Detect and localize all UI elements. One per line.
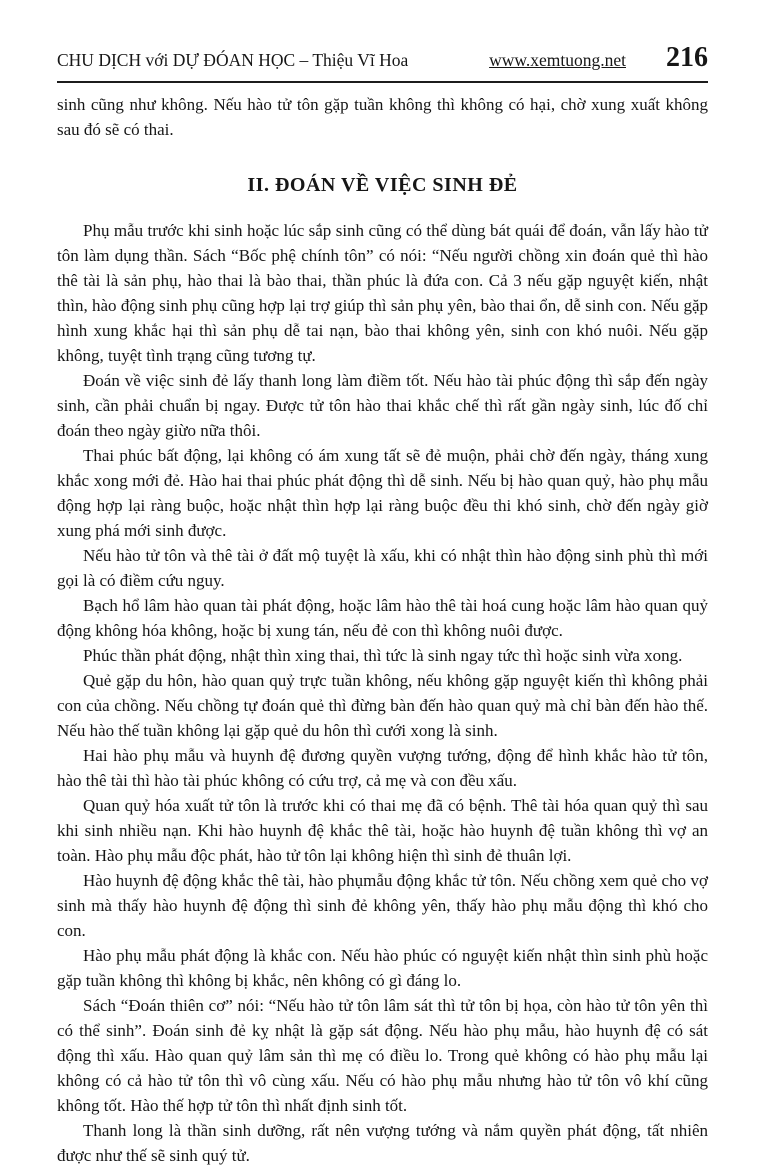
paragraph: Quẻ gặp du hôn, hào quan quỷ trực tuần không, nếu không gặp nguyệt kiến thì không phải con của chồng. Nếu chồng tự đoán quẻ thì đừng bàn đến hào quan quỷ mà chỉ bàn đến hào thế. Nếu hào thế tuần không lại gặp quẻ du hôn thì cưới xong là sinh. [57,671,708,740]
paragraph: Phúc thần phát động, nhật thìn xing thai, thì tức là sinh ngay tức thì hoặc sinh vừa xong. [83,646,683,665]
header-divider [57,81,708,83]
paragraph: Hào phụ mẫu phát động là khắc con. Nếu hào phúc có nguyệt kiến nhật thìn sinh phù hoặc gặp tuần không thì không bị khắc, nên không có gì đáng lo. [57,946,708,990]
book-title: CHU DỊCH với DỰ ĐÓAN HỌC – Thiệu Vĩ Hoa [57,50,409,70]
paragraph: Nếu hào tử tôn và thê tài ở đất mộ tuyệt là xấu, khi có nhật thìn hào động sinh phù thì mới gọi là có điềm cứu nguy. [57,546,708,590]
paragraph: Quan quỷ hóa xuất tử tôn là trước khi có thai mẹ đã có bệnh. Thê tài hóa quan quỷ thì sau khi sinh nhiều nạn. Khi hào huynh đệ khắc thê tài, hoặc hào huynh đệ tuần không thì vợ an toàn. Hào phụ mẫu độc phát, hào tử tôn lại không hiện thì sinh đẻ thuân lợi. [57,796,708,865]
paragraph: Đoán về việc sinh đẻ lấy thanh long làm điềm tốt. Nếu hào tài phúc động thì sắp đến ngày sinh, cần phải chuẩn bị ngay. Được tử tôn hào thai khắc chế thì rất gần ngày sinh, lúc đố chỉ đoán theo ngày giừo nữa thôi. [57,371,708,440]
paragraph: Bạch hổ lâm hào quan tài phát động, hoặc lâm hào thê tài hoá cung hoặc lâm hào quan quỷ động không hóa không, hoặc bị xung tán, nếu đẻ con thì không nuôi được. [57,596,708,640]
paragraph: Hào huynh đệ động khắc thê tài, hào phụmẫu động khắc tử tôn. Nếu chồng xem quẻ cho vợ sinh mà thấy hào huynh đệ động thì sinh đẻ không yên, thấy hào phụ mẫu động thì khó cho con. [57,871,708,940]
paragraph: Sách “Đoán thiên cơ” nói: “Nếu hào tử tôn lâm sát thì tử tôn bị họa, còn hào tử tôn yên thì có thể sinh”. Đoán sinh đẻ kỵ nhật là gặp sát động. Nếu hào phụ mẫu, hào huynh đệ có sát động thì xấu. Hào quan quỷ lâm sản thì mẹ có điều lo. Trong quẻ không có hào phụ mẫu lại không có cả hào tử tôn thì vô cùng xấu. Nếu có hào phụ mẫu nhưng hào tử tôn vô khí cũng không tốt. Hào thế hợp tử tôn thì nhất định sinh tốt. [57,996,708,1115]
paragraph-continuation: sinh cũng như không. Nếu hào tử tôn gặp tuần không thì không có hại, chờ xung xuất không sau đó sẽ có thai. [57,95,708,139]
website-link[interactable]: www.xemtuong.net [489,50,626,70]
paragraph: Phụ mẫu trước khi sinh hoặc lúc sắp sinh cũng có thể dùng bát quái để đoán, vẫn lấy hào tử tôn làm dụng thần. Sách “Bốc phệ chính tôn” có nói: “Nếu người chồng xin đoán quẻ thì hào thê tài là sản phụ, hào thai là bào thai, thần phúc là đứa con. Cả 3 nếu gặp nguyệt kiến, nhật thìn, hào động sinh phụ cũng hợp lại trợ giúp thì sản phụ yên, bào thai ổn, dễ sinh con. Nếu gặp hình xung khắc hại thì sản phụ dễ tai nạn, bào thai không yên, sinh con khó nuôi. Nếu gặp không, tuyệt tình trạng cũng tương tự. [57,221,708,365]
paragraph: Thanh long là thần sinh dưỡng, rất nên vượng tướng và nắm quyền phát động, tất nhiên được như thế sẽ sinh quý tử. [57,1121,708,1165]
paragraph: Hai hào phụ mẫu và huynh đệ đương quyền vượng tướng, động để hình khắc hào tử tôn, hào thê tài thì hào tài phúc không có cứu trợ, cả mẹ và con đều xấu. [57,746,708,790]
page-body [57,92,708,1168]
paragraph: Thai phúc bất động, lại không có ám xung tất sẽ đẻ muộn, phải chờ đến ngày, tháng xung khắc xong mới đẻ. Hào hai thai phúc phát động thì dễ sinh. Nếu bị hào quan quỷ, hào phụ mẫu động hợp lại ràng buộc, hoặc nhật thìn hợp lại ràng buộc đều thi khó sinh, chờ đến ngày giờ xung phá mới sinh được. [57,446,708,540]
page-header [57,44,708,72]
page-number: 216 [666,42,708,73]
section-heading: II. ĐOÁN VỀ VIỆC SINH ĐẺ [247,174,518,196]
